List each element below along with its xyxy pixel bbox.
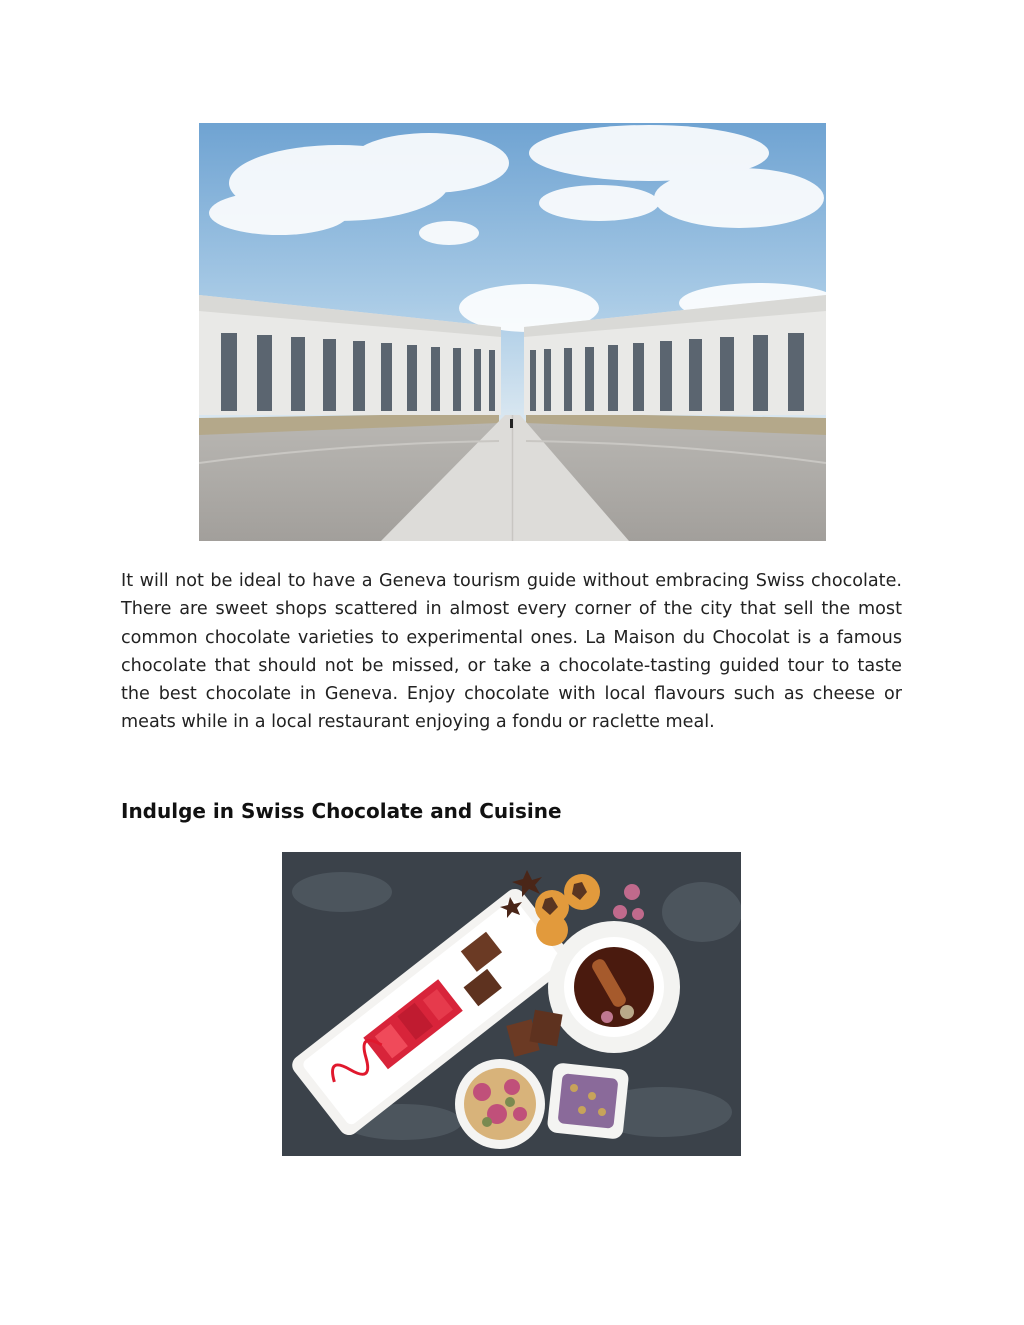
intro-paragraph: It will not be ideal to have a Geneva tourism guide without embracing Swiss chocolate. There are sweet shops scattered in almost every corner of the city that sell the most common chocolate varieties to experimental ones. La Maison du Chocolat is a famous chocolate that should not be missed, or take a chocolate-tasting guided tour to taste the best chocolate in Geneva. Enjoy chocolate with local flavours such as cheese or meats while in a local restaurant enjoying a fondu or raclette meal. bbox=[121, 571, 902, 733]
section-heading: Indulge in Swiss Chocolate and Cuisine bbox=[121, 799, 562, 823]
building-photo bbox=[199, 123, 826, 541]
chocolate-photo bbox=[282, 852, 741, 1156]
